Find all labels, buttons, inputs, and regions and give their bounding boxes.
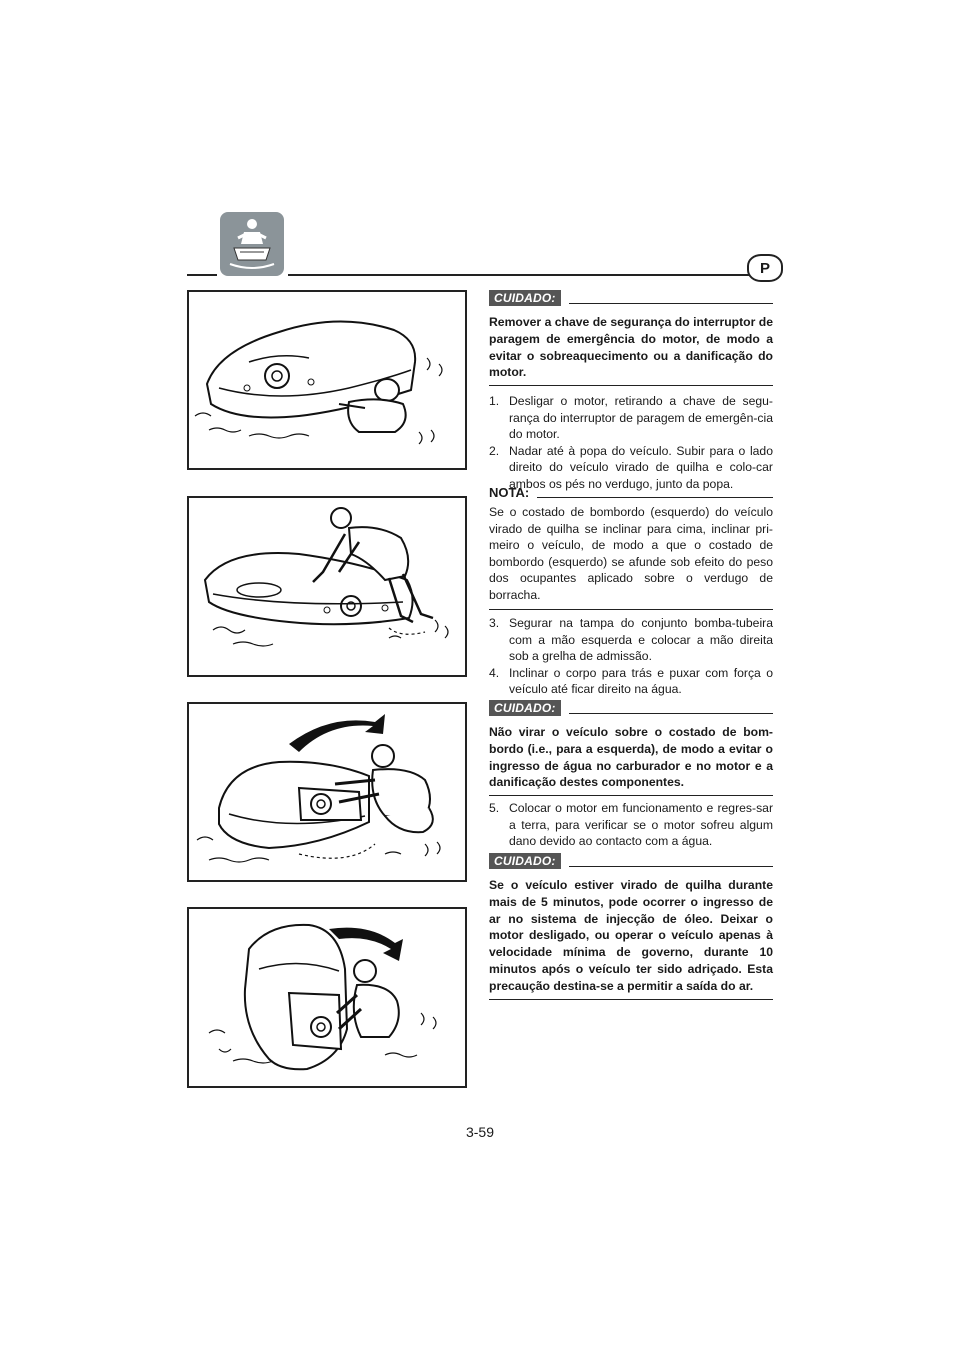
steps-list-b — [489, 615, 773, 698]
caution-header-2 — [489, 698, 773, 716]
note-rule — [537, 497, 773, 498]
step-text: Desligar o motor, retirando a chave de segu-rança do interruptor de paragem de emergên-cia do motor. — [509, 394, 773, 441]
caution-text-3: Se o veículo estiver virado de quilha durante mais de 5 minutos, pode ocorrer o ingresso de ar no sistema de injecção de óleo. Deixar o motor desligado, ou operar o veículo apenas à velocidade mínima de governo, durante 10 minutos após o veículo ter sido adriçado. Esta precaução destina-se a permitir a saída do ar. — [489, 878, 773, 993]
caution-rule — [569, 866, 773, 867]
note-text: Se o costado de bombordo (esquerdo) do veículo virado de quilha se inclinar para cima, inclinar pri-meiro o veículo, de modo a que o costado de bombordo (esquerdo) se afunde sob efeito do peso dos ocupantes aplicado sobre o verdugo de borracha. — [489, 505, 773, 602]
caution-rule — [569, 713, 773, 714]
step-text: Nadar até à popa do veículo. Subir para o lado direito do veículo virado de quilha e colo-car ambos os pés no verdugo, junto da popa. — [509, 443, 773, 491]
figure-3 — [187, 702, 467, 882]
overturned-watercraft-swimmer-illustration — [189, 292, 465, 468]
step-item — [489, 615, 773, 665]
header-rule-left — [187, 274, 217, 276]
figure-1 — [187, 290, 467, 470]
caution-end-rule — [489, 795, 773, 796]
note-end-rule — [489, 609, 773, 610]
caution-label: CUIDADO: — [489, 700, 561, 716]
note-block — [489, 482, 773, 610]
step-number: 5. — [489, 801, 500, 815]
step-item — [489, 800, 773, 850]
step-item — [489, 393, 773, 443]
steps-list-c — [489, 800, 773, 850]
header-rule-right — [288, 274, 774, 276]
step-number: 3. — [489, 616, 500, 630]
step-text: Colocar o motor em funcionamento e regres-sar a terra, para verificar se o motor sofreu algum dano devido ao contacto com a água. — [509, 801, 773, 848]
caution-block-1 — [489, 288, 773, 386]
note-label: NOTA: — [489, 485, 530, 500]
caution-block-2 — [489, 698, 773, 796]
caution-text-1: Remover a chave de segurança do interruptor de paragem de emergência do motor, de modo a evitar o sobreaquecimento ou a danificação do motor. — [489, 315, 773, 380]
caution-header-3 — [489, 851, 773, 869]
step-number: 2. — [489, 443, 500, 458]
language-badge: P — [747, 254, 783, 282]
figure-4 — [187, 907, 467, 1088]
page-number: 3-59 — [465, 1124, 495, 1140]
step-number: 1. — [489, 394, 500, 408]
steps-list-a — [489, 393, 773, 492]
caution-end-rule — [489, 999, 773, 1000]
section-tab — [220, 212, 284, 276]
caution-rule — [569, 303, 773, 304]
person-rolling-watercraft-upright-illustration — [189, 909, 465, 1086]
step-number: 4. — [489, 665, 500, 680]
caution-header-1 — [489, 288, 773, 306]
note-header — [489, 482, 773, 500]
caution-label: CUIDADO: — [489, 290, 561, 306]
caution-block-3 — [489, 851, 773, 1000]
person-righting-watercraft-arrow-illustration — [189, 704, 465, 880]
caution-end-rule — [489, 385, 773, 386]
step-text: Inclinar o corpo para trás e puxar com força o veículo até ficar direito na água. — [509, 665, 773, 696]
step-text: Segurar na tampa do conjunto bomba-tubeira com a mão esquerda e colocar a mão direita sob a grelha de admissão. — [509, 616, 773, 663]
jet-ski-rider-icon — [220, 212, 284, 276]
person-climbing-on-overturned-watercraft-illustration — [189, 498, 465, 675]
figure-2 — [187, 496, 467, 677]
caution-text-2: Não virar o veículo sobre o costado de bom-bordo (i.e., para a esquerda), de modo a evitar o ingresso de água no carburador e no motor e a danificação destes componentes. — [489, 725, 773, 790]
step-item — [489, 665, 773, 698]
caution-label: CUIDADO: — [489, 853, 561, 869]
